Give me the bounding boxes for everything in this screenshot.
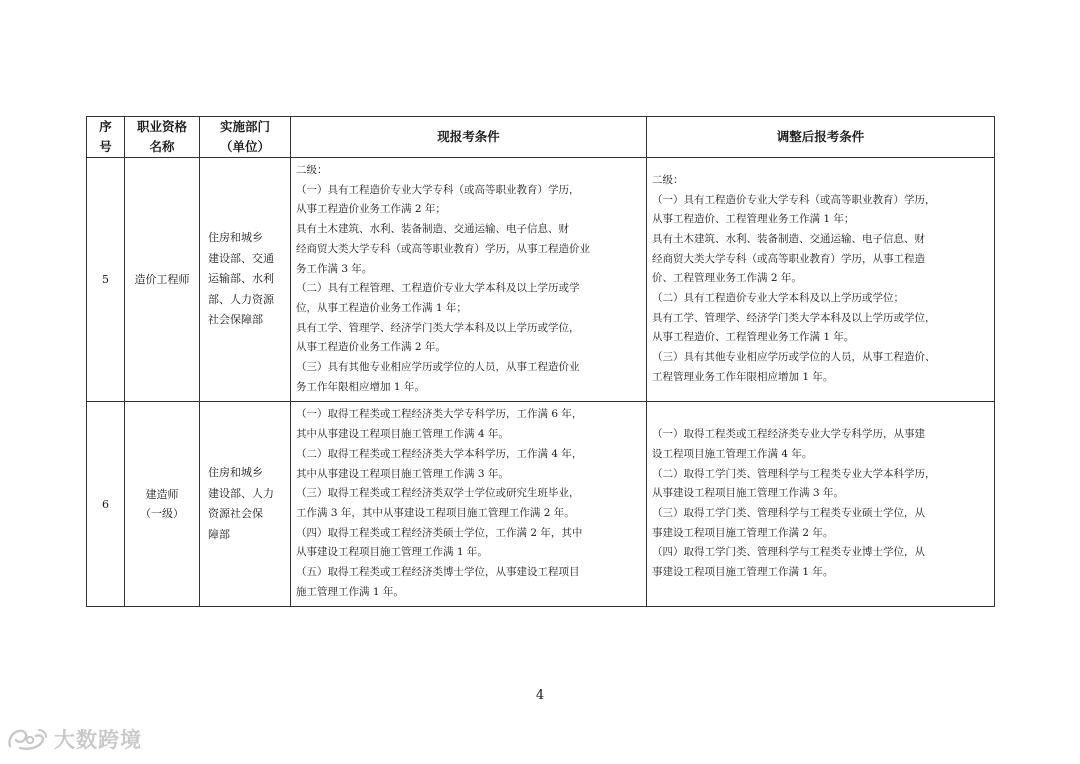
current-conditions: 二级： （一）具有工程造价专业大学专科（或高等职业教育）学历， 从事工程造价业务工作满 2 年； 具有土木建筑、水利、装备制造、交通运输、电子信息、财 经商贸大类大学专科（或高等职业教育）学历，从事工程造价业 务工作满 3 年。 （二）具有工程管理、工程造价专业大学本科及以上学历或学 位，从事工程造价业务工作满 1 年； 具有工学、管理学、经济学门类大学本科及以上学历或学位， 从事工程造价业务工作满 2 年。 （三）具有其他专业相应学历或学位的人员，从事工程造价业 务工作年限相应增加 1 年。 [291,158,647,402]
row-number: 6 [87,402,125,607]
row-number: 5 [87,158,125,402]
watermark [6,724,142,754]
adjusted-conditions: 二级： （一）具有工程造价专业大学专科（或高等职业教育）学历， 从事工程造价、工程管理业务工作满 1 年； 具有土木建筑、水利、装备制造、交通运输、电子信息、财 经商贸大类大学专科（或高等职业教育）学历，从事工程造 价、工程管理业务工作满 2 年。 （二）具有工程造价专业大学本科及以上学历或学位； 具有工学、管理学、经济学门类大学本科及以上学历或学位， 从事工程造价、工程管理业务工作满 1 年。 （三）具有其他专业相应学历或学位的人员，从事工程造价、 工程管理业务工作年限相应增加 1 年。 [647,158,995,402]
qualification-name: 造价工程师 [125,158,200,402]
weibo-logo-icon [6,726,50,752]
watermark-text: 大数跨境 [54,728,142,752]
table-row [87,158,995,402]
qualification-table [86,116,995,607]
department: 住房和城乡 建设部、交通 运输部、水利 部、人力资源 社会保障部 [200,158,291,402]
current-conditions: （一）取得工程类或工程经济类大学专科学历，工作满 6 年， 其中从事建设工程项目施工管理工作满 4 年。 （二）取得工程类或工程经济类大学本科学历，工作满 4 年， 其中从事建设工程项目施工管理工作满 3 年。 （三）取得工程类或工程经济类双学士学位或研究生班毕业， 工作满 3 年，其中从事建设工程项目施工管理工作满 2 年。 （四）取得工程类或工程经济类硕士学位，工作满 2 年，其中 从事建设工程项目施工管理工作满 1 年。 （五）取得工程类或工程经济类博士学位，从事建设工程项目 施工管理工作满 1 年。 [291,402,647,607]
page-number: 4 [535,688,545,703]
header-adjusted-conditions: 调整后报考条件 [647,117,995,158]
header-qualification-name: 职业资格 名称 [125,117,200,158]
adjusted-conditions: （一）取得工程类或工程经济类专业大学专科学历，从事建 设工程项目施工管理工作满 4 年。 （二）取得工学门类、管理科学与工程类专业大学本科学历， 从事建设工程项目施工管理工作满 3 年。 （三）取得工学门类、管理科学与工程类专业硕士学位，从 事建设工程项目施工管理工作满 2 年。 （四）取得工学门类、管理科学与工程类专业博士学位，从 事建设工程项目施工管理工作满 1 年。 [647,402,995,607]
table-row [87,402,995,607]
header-no: 序 号 [87,117,125,158]
header-department: 实施部门 （单位） [200,117,291,158]
header-current-conditions: 现报考条件 [291,117,647,158]
department: 住房和城乡 建设部、人力 资源社会保 障部 [200,402,291,607]
table-header-row [87,117,995,158]
qualification-name: 建造师 （一级） [125,402,200,607]
